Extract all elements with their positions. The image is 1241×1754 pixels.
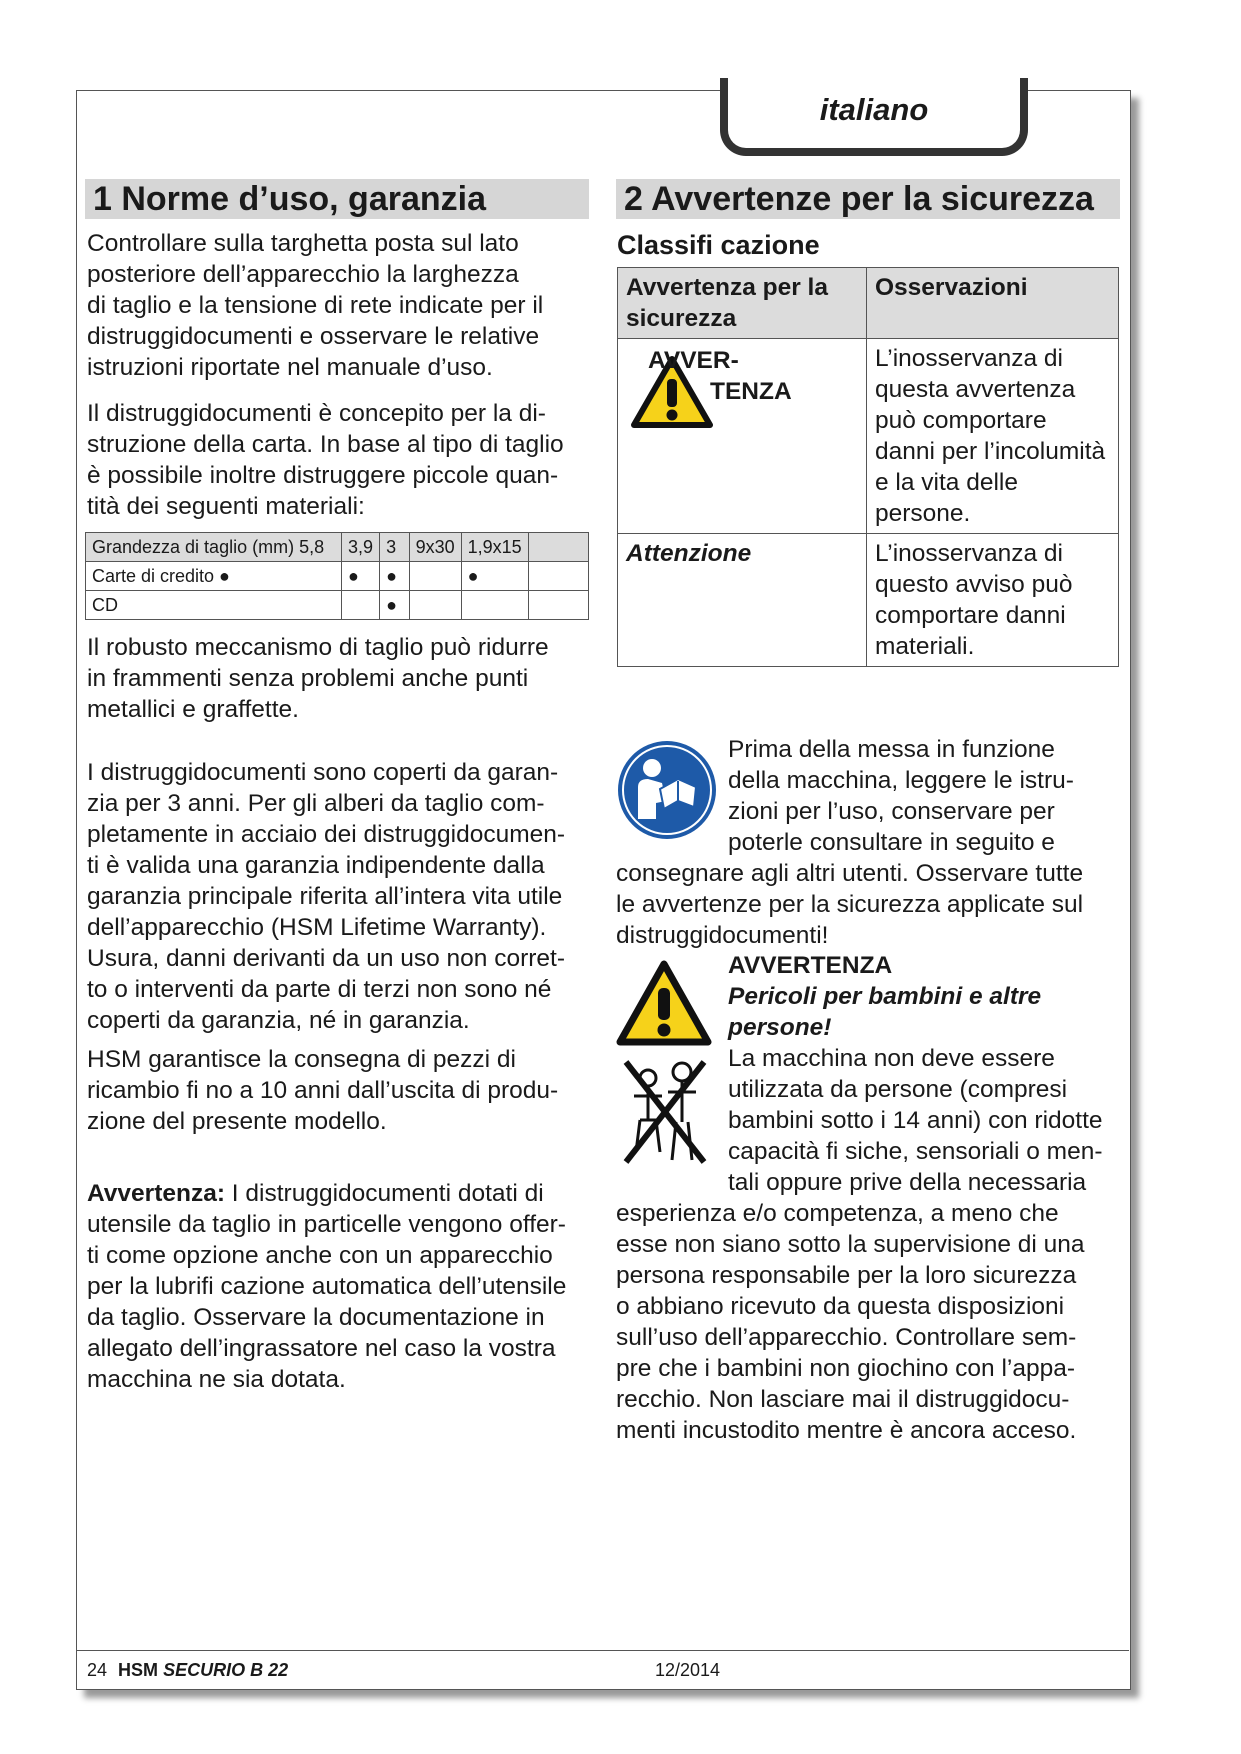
intro-paragraph: Controllare sulla targhetta posta sul lato posteriore dell’apparecchio la larghezza di taglio e la tensione di rete indicate per il distruggidocumenti e osservare le relative istruzioni riportate nel manuale d’uso.	[87, 230, 544, 381]
table-row: Avvertenza per la sicurezza Osservazioni	[618, 268, 1119, 339]
children-warning: AVVERTENZA Pericoli per bambini e altre persone! La macchina non deve essere utilizzata da persone (compresi bambini sotto i 14 anni) con ridotte capacità fi siche, sensoriali o men- tali oppure prive della necessaria esperienza e/o competenza, a meno che esse non siano sotto la supervisione di una persona responsabile per la loro sicurezza o abbiano ricevuto da questa disposizioni sull’uso dell’apparecchio. Controllare sem- pre che i bambini non giochino con l’appa- recchio. Non lasciare mai il distruggidocu- menti incustodito mentre è ancora acceso.	[616, 952, 1103, 1444]
mechanism-paragraph: Il robusto meccanismo di taglio può ridurre in frammenti senza problemi anche punti metallici e graffette.	[87, 634, 549, 723]
materials-table	[85, 532, 589, 620]
materials-paragraph: Il distruggidocumenti è concepito per la di- struzione della carta. In base al tipo di taglio è possibile inoltre distruggere piccole quan- tità dei seguenti materiali:	[87, 400, 564, 520]
footer-left	[87, 1660, 288, 1681]
model-name: SECURIO B 22	[163, 1660, 289, 1680]
classification-table	[617, 267, 1119, 667]
language-tab: italiano	[720, 78, 1028, 156]
note-paragraph: Avvertenza: I distruggidocumenti dotati di utensile da taglio in particelle vengono offer- ti come opzione anche con un apparecchio per la lubrifi cazione automatica dell’utensile da taglio. Osservare la documentazione in allegato dell’ingrassatore nel caso la vostra macchina ne sia dotata.	[87, 1180, 567, 1393]
table-row: AVVER- TENZA L’inosservanza di questa avvertenza può comportare danni per l’incolumità e la vita delle persone.	[618, 339, 1119, 534]
table-row: Grandezza di taglio (mm) 5,8 3,9 3 9x30 1,9x15	[86, 533, 589, 562]
classification-heading: Classifi cazione	[617, 230, 820, 260]
table-row: Carte di credito ● ● ● ●	[86, 562, 589, 591]
footer-date: 12/2014	[655, 1660, 721, 1680]
spare-parts-paragraph: HSM garantisce la consegna di pezzi di ricambio fi no a 10 anni dall’uscita di produ- zione del presente modello.	[87, 1046, 559, 1135]
table-row: Attenzione L’inosservanza di questo avviso può comportare danni materiali.	[618, 534, 1119, 667]
page-number: 24	[87, 1660, 108, 1680]
manual-paragraph: Prima della messa in funzione della macchina, leggere le istru- zioni per l’uso, conservare per poterle consultare in seguito e consegnare agli altri utenti. Osservare tutte le avvertenze per la sicurezza applicate sul distruggidocumenti!	[616, 736, 1084, 949]
section-1-heading: 1 Norme d’uso, garanzia	[85, 179, 589, 219]
warranty-paragraph: I distruggidocumenti sono coperti da garan- zia per 3 anni. Per gli alberi da taglio com- pletamente in acciaio dei distruggidocumen- ti è valida una garanzia indipendente dalla garanzia principale riferita all’intera vita utile dell’apparecchio (HSM Lifetime Warranty). Usura, danni derivanti da un uso non corret- to o interventi da parte di terzi non sono né coperti da garanzia, né in garanzia.	[87, 759, 566, 1034]
table-row: CD ●	[86, 591, 589, 620]
footer-divider	[76, 1650, 1129, 1651]
section-2-heading: 2 Avvertenze per la sicurezza	[616, 179, 1120, 219]
brand-logo: HSM	[118, 1660, 159, 1680]
